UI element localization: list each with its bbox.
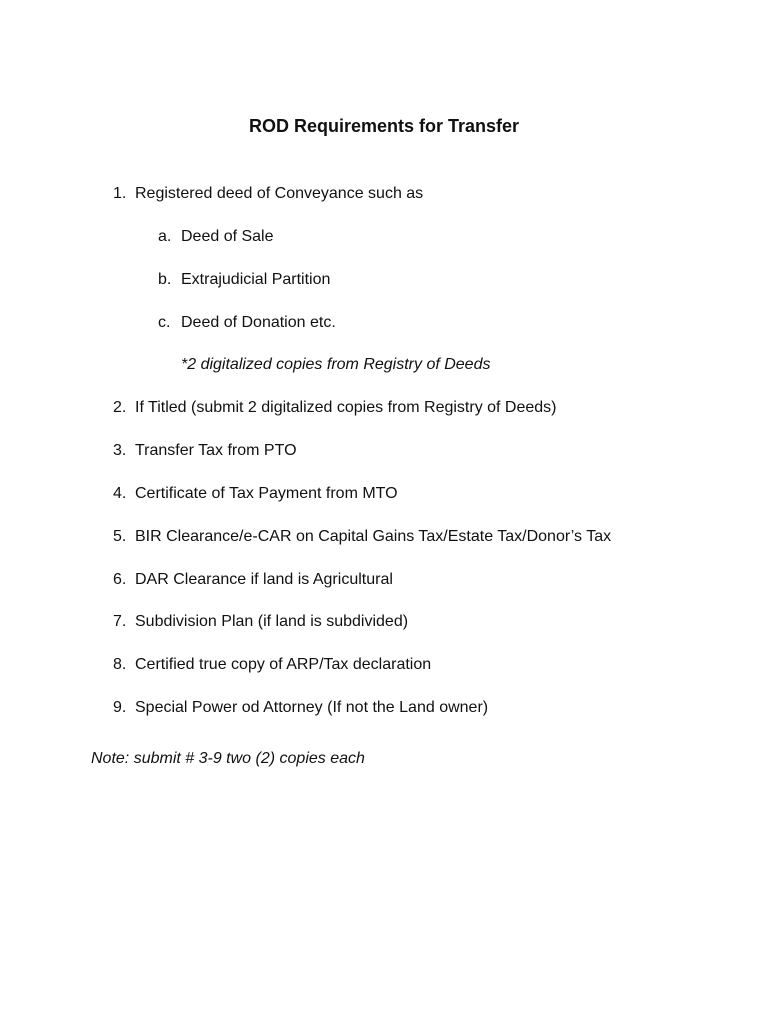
sub-list-item-text: Extrajudicial Partition xyxy=(181,271,331,288)
sub-list-item-text: Deed of Donation etc. xyxy=(181,314,336,331)
list-item xyxy=(113,612,408,632)
list-item-number: 1. xyxy=(113,185,127,202)
list-item xyxy=(113,441,297,461)
list-item-text: BIR Clearance/e-CAR on Capital Gains Tax/Estate Tax/Donor’s Tax xyxy=(135,528,612,545)
list-item xyxy=(113,398,557,418)
list-item-number: 2. xyxy=(113,399,127,416)
list-item-text: Transfer Tax from PTO xyxy=(135,442,297,459)
list-item-number: 8. xyxy=(113,656,127,673)
list-item-text: Registered deed of Conveyance such as xyxy=(135,185,424,202)
sub-list-item xyxy=(158,270,330,290)
list-item-text: Special Power od Attorney (If not the Land owner) xyxy=(135,699,489,716)
list-item xyxy=(113,655,431,675)
list-item-number: 7. xyxy=(113,613,127,630)
list-item-text: Subdivision Plan (if land is subdivided) xyxy=(135,613,409,630)
list-item xyxy=(113,484,398,504)
list-item xyxy=(113,184,423,204)
sub-list-item-letter: b. xyxy=(158,271,172,288)
list-item-number: 5. xyxy=(113,528,127,545)
list-item-number: 6. xyxy=(113,571,127,588)
list-item-number: 9. xyxy=(113,699,127,716)
list-item xyxy=(113,527,611,547)
list-item xyxy=(113,698,488,718)
list-item-number: 3. xyxy=(113,442,127,459)
list-item-text: DAR Clearance if land is Agricultural xyxy=(135,571,393,588)
sub-list-item-letter: a. xyxy=(158,228,172,245)
sub-note: *2 digitalized copies from Registry of Deeds xyxy=(181,356,491,373)
sub-list-item-text: Deed of Sale xyxy=(181,228,274,245)
list-item-text: Certificate of Tax Payment from MTO xyxy=(135,485,398,502)
document-title: ROD Requirements for Transfer xyxy=(248,116,520,136)
footer-note: Note: submit # 3-9 two (2) copies each xyxy=(91,750,365,767)
sub-list-item-letter: c. xyxy=(158,314,171,331)
list-item-number: 4. xyxy=(113,485,127,502)
sub-list-item xyxy=(158,313,336,333)
sub-list-item xyxy=(158,227,274,247)
list-item xyxy=(113,570,393,590)
list-item-text: If Titled (submit 2 digitalized copies from Registry of Deeds) xyxy=(135,399,557,416)
list-item-text: Certified true copy of ARP/Tax declaration xyxy=(135,656,432,673)
